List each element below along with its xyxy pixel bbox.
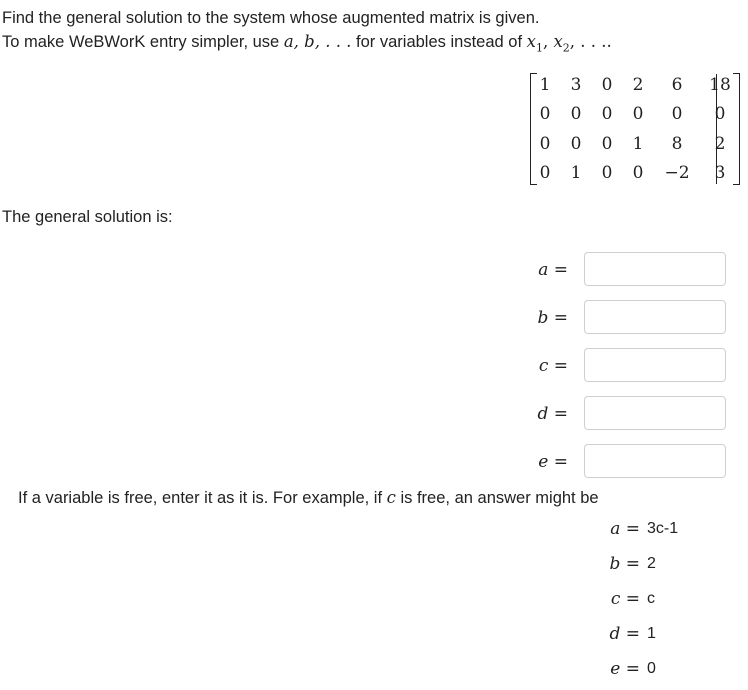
answer-label-b: b =: [537, 308, 568, 328]
matrix-cell: 2: [714, 134, 726, 154]
matrix-cell: 8: [671, 134, 683, 154]
x2-symbol: x: [553, 32, 563, 51]
matrix-cell: 0: [671, 104, 683, 124]
example-label-d: d =: [609, 624, 640, 644]
free-variable-note: If a variable is free, enter it as it is. For example, if c is free, an answer might be: [18, 488, 599, 507]
matrix-cell: 0: [632, 163, 644, 183]
answer-input-d[interactable]: [584, 396, 726, 430]
instruction-line-1: Find the general solution to the system whose augmented matrix is given.: [2, 9, 540, 27]
matrix-cell: 0: [601, 134, 613, 154]
instruction-tail: , . . ..: [569, 32, 612, 51]
x2-subscript: 2: [562, 41, 570, 55]
example-label-b: b =: [609, 554, 640, 574]
example-value-b: 2: [647, 555, 656, 572]
example-value-a: 3c-1: [647, 520, 679, 537]
matrix-cell: 2: [632, 75, 644, 95]
matrix-cell: 18: [709, 75, 731, 95]
answer-input-e[interactable]: [584, 444, 726, 478]
matrix-cell: 1: [539, 75, 551, 95]
matrix-cell: 0: [601, 75, 613, 95]
instruction-mid: for variables instead of: [351, 33, 527, 51]
answer-label-c: c =: [538, 356, 568, 376]
matrix-cell: 0: [539, 134, 551, 154]
augmented-matrix: [530, 73, 740, 185]
answer-input-c[interactable]: [584, 348, 726, 382]
matrix-cell: 6: [671, 75, 683, 95]
matrix-cell: 0: [601, 104, 613, 124]
example-value-e: 0: [647, 660, 656, 677]
example-label-e: e =: [610, 659, 640, 679]
answer-label-d: d =: [537, 404, 568, 424]
instruction-vars: a, b, . . .: [283, 32, 352, 51]
matrix-cell: 0: [539, 163, 551, 183]
instruction-prefix: To make WeBWorK entry simpler, use: [2, 33, 284, 51]
matrix-cell: 0: [539, 104, 551, 124]
matrix-cell: 0: [570, 134, 582, 154]
answer-label-a: a =: [538, 260, 568, 280]
instruction-line-2: [2, 32, 612, 58]
example-value-d: 1: [647, 625, 656, 642]
answer-input-b[interactable]: [584, 300, 726, 334]
matrix-cell: 3: [570, 75, 582, 95]
general-solution-label: The general solution is:: [2, 208, 173, 226]
note-var: c: [386, 488, 396, 507]
example-value-c: c: [647, 590, 655, 607]
example-label-a: a =: [610, 519, 640, 539]
matrix-cell: 0: [601, 163, 613, 183]
matrix-cell: 1: [632, 134, 644, 154]
matrix-cell: 0: [714, 104, 726, 124]
answer-label-e: e =: [538, 452, 568, 472]
matrix-cell: 0: [570, 104, 582, 124]
example-label-c: c =: [610, 589, 640, 609]
x1-symbol: x: [526, 32, 536, 51]
matrix-cell: 0: [632, 104, 644, 124]
matrix-cell: 1: [570, 163, 582, 183]
x-separator: ,: [542, 32, 554, 51]
answer-input-a[interactable]: [584, 252, 726, 286]
matrix-cell: 3: [714, 163, 726, 183]
x1-subscript: 1: [535, 41, 543, 55]
matrix-cell: −2: [664, 163, 690, 183]
